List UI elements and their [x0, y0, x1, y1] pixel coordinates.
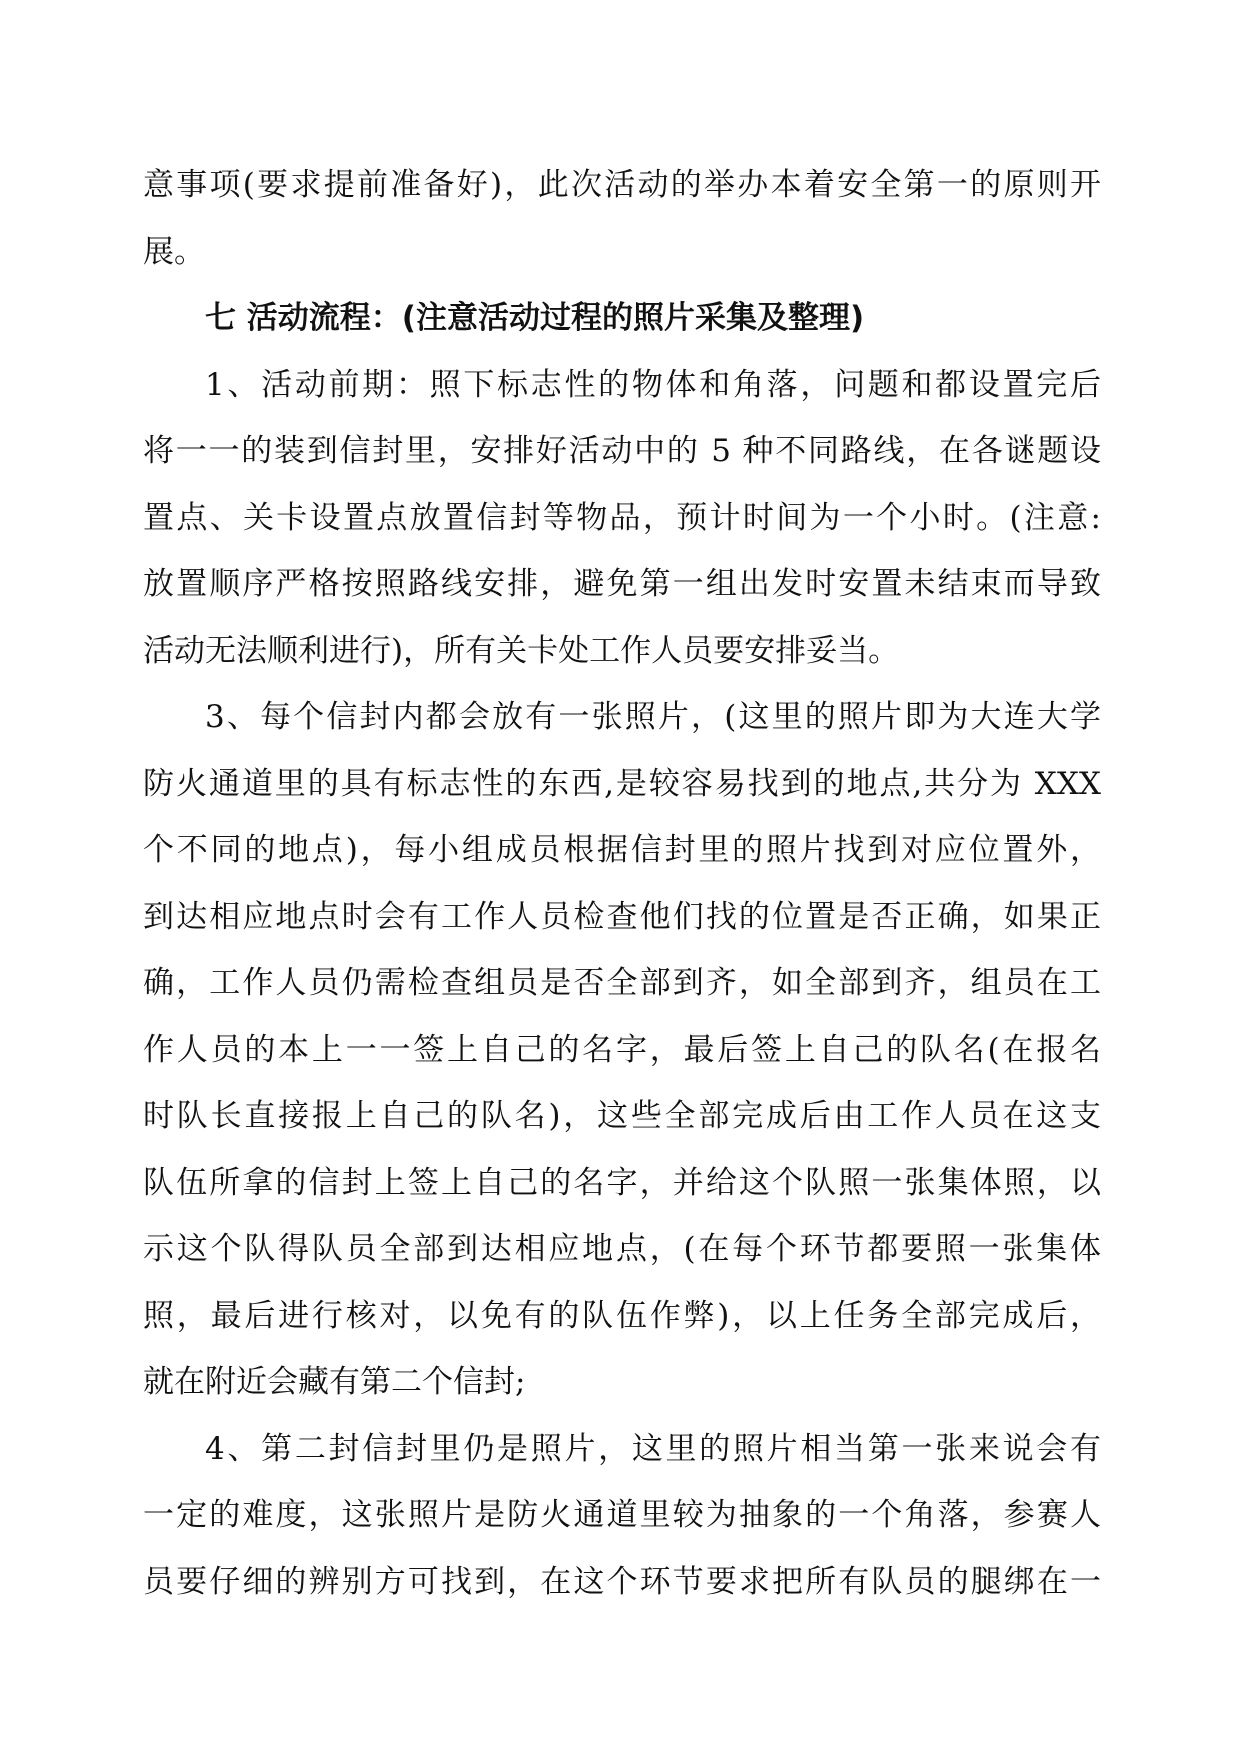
text-line: 展。 [143, 233, 205, 270]
text-line: 意事项(要求提前准备好)，此次活动的举办本着安全第一的原则开 [143, 167, 1101, 203]
text-line: 活动无法顺利进行)，所有关卡处工作人员要安排妥当。 [143, 632, 900, 669]
section-heading: 七 活动流程：(注意活动过程的照片采集及整理) [205, 300, 865, 336]
text-line: 确，工作人员仍需检查组员是否全部到齐，如全部到齐，组员在工 [143, 965, 1101, 1001]
paragraph-first-line: 3、每个信封内都会放有一张照片，(这里的照片即为大连大学 [205, 699, 1101, 735]
paragraph-first-line: 4、第二封信封里仍是照片，这里的照片相当第一张来说会有 [205, 1430, 1101, 1467]
text-line: 个不同的地点)，每小组成员根据信封里的照片找到对应位置外， [143, 832, 1101, 868]
text-line: 照，最后进行核对，以免有的队伍作弊)，以上任务全部完成后， [143, 1297, 1101, 1334]
text-line: 到达相应地点时会有工作人员检查他们找的位置是否正确，如果正 [143, 898, 1101, 935]
text-line: 时队长直接报上自己的队名)，这些全部完成后由工作人员在这支 [143, 1098, 1101, 1134]
text-line: 将一一的装到信封里，安排好活动中的 5 种不同路线，在各谜题设 [143, 433, 1101, 469]
text-line: 一定的难度，这张照片是防火通道里较为抽象的一个角落，参赛人 [143, 1497, 1101, 1533]
text-line: 置点、关卡设置点放置信封等物品，预计时间为一个小时。(注意: [143, 499, 1101, 536]
paragraph-first-line: 1、活动前期：照下标志性的物体和角落，问题和都设置完后 [205, 366, 1101, 403]
text-line: 就在附近会藏有第二个信封; [143, 1364, 526, 1400]
text-line: 示这个队得队员全部到达相应地点，(在每个环节都要照一张集体 [143, 1231, 1101, 1267]
text-line: 员要仔细的辨别方可找到，在这个环节要求把所有队员的腿绑在一 [143, 1563, 1101, 1600]
text-line: 作人员的本上一一签上自己的名字，最后签上自己的队名(在报名 [143, 1031, 1101, 1068]
text-line: 放置顺序严格按照路线安排，避免第一组出发时安置未结束而导致 [143, 566, 1101, 602]
text-line: 队伍所拿的信封上签上自己的名字，并给这个队照一张集体照，以 [143, 1164, 1101, 1201]
text-line: 防火通道里的具有标志性的东西,是较容易找到的地点,共分为 XXX [143, 765, 1101, 802]
body-text [143, 152, 1101, 1615]
